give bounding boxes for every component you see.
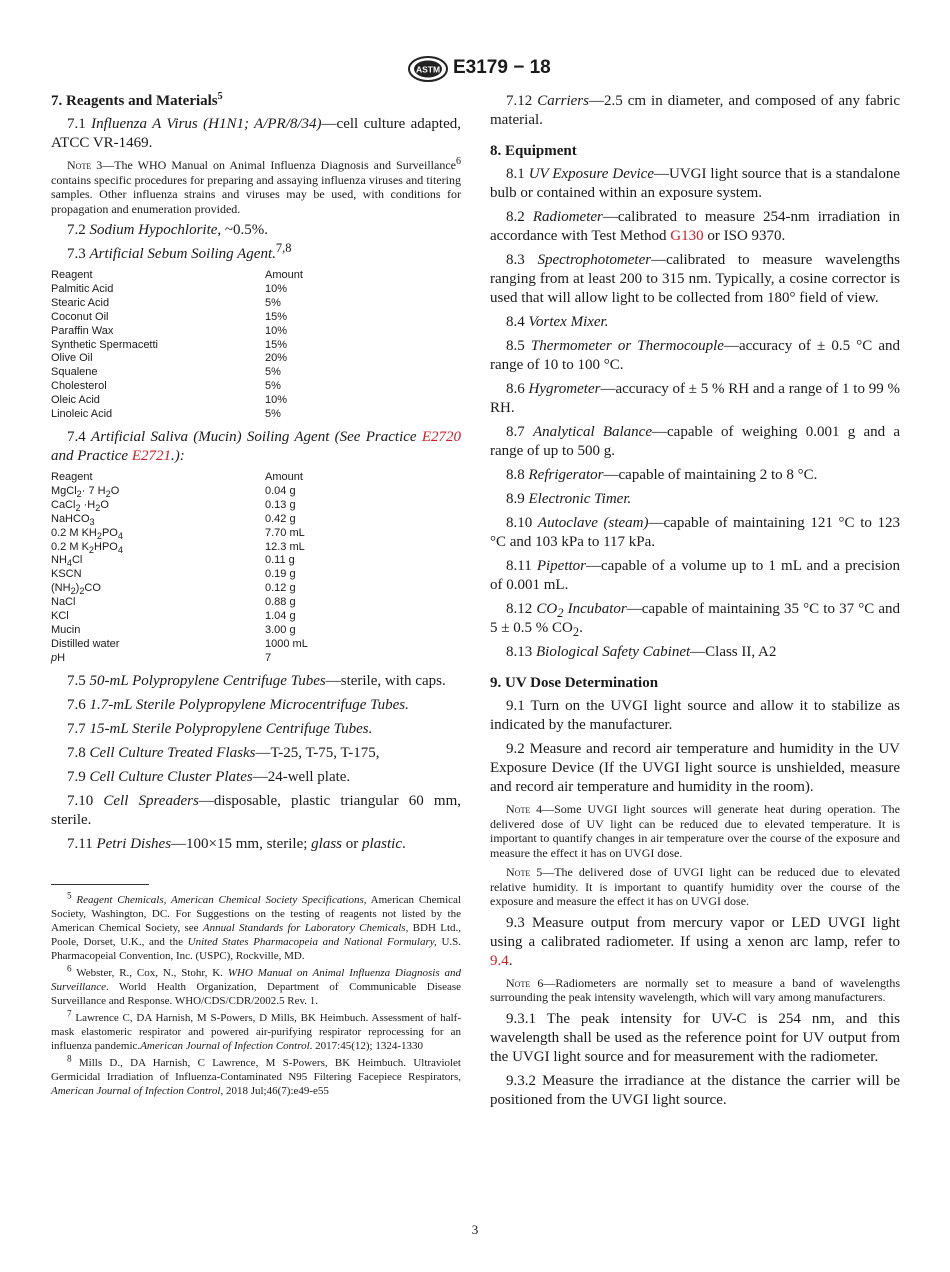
section-8-heading: 8. Equipment [490,143,577,159]
para-8-1: 8.1 UV Exposure Device—UVGI light source that is a standalone bulb or contained within an exposure system. [490,166,901,201]
document-designation: E3179 − 18 [453,57,551,78]
para-8-12: 8.12 $CO_2$ Incubator—capable of maintaining 35 °C to 37 °C and 5 ± 0.5 % $CO_2$. [490,601,900,639]
para-7-7: 7.7 15-mL Sterile Polypropylene Centrifuge Tubes. [67,720,373,737]
table-row: Paraffin Wax 10% [51,324,288,337]
saliva-table [51,471,308,666]
para-9-2: 9.2 Measure and record air temperature and humidity in the UV Exposure Device (If the UVGI light source is unshielded, measure and record air temperature and humidity in the room). [490,741,900,795]
table-header-row: Reagent Amount [51,470,303,483]
footnote-5: $^5$ Reagent Chemicals, American Chemical Society Specifications, American Chemical Society, Washington, DC. For Suggestions on the testing of reagents not listed by the American Chemical Society, see Annual Standards for Laboratory Chemicals, BDH Ltd., Poole, Dorset, U.K., and the United States Pharmacopeia and National Formulary, U.S. Pharmacopeial Convention, Inc. (USPC), Rockville, MD. [51,890,462,962]
sebum-table [51,269,303,422]
footnote-divider [51,884,149,885]
table-row: Palmitic Acid 10% [51,282,288,295]
link-e2720[interactable]: E2720 [421,428,462,445]
para-7-12: 7.12 Carriers—2.5 cm in diameter, and composed of any fabric material. [490,93,901,128]
para-9-3: 9.3 Measure output from mercury vapor or LED UVGI light using a calibrated radiometer. If using a xenon arc lamp, refer to 9.4. [490,914,900,969]
table-row: Stearic Acid 5% [51,296,281,309]
para-7-3: 7.3 Artificial Sebum Soiling Agent.$^{7,8}$ [67,241,292,262]
table-row: Olive Oil 20% [51,352,288,365]
page-header [0,56,950,86]
note-5: Note 5—The delivered dose of UVGI light can be reduced due to elevated relative humidity. It is important to quantify humidity over the course of the exposure and measure the effect it has on UVGI dose. [490,865,900,908]
table-row: Linoleic Acid 5% [51,408,281,421]
table-row: Oleic Acid 10% [51,394,288,407]
table-row: $(NH_2)_2CO$ 0.12 g [51,582,296,597]
table-row: $NH_4Cl$ 0.11 g [51,554,295,569]
footnote-7: $^7$ Lawrence C, DA Harnish, M S-Powers, D Mills, BK Heimbuch. Assessment of half-mask elastomeric respirator and powered air-purifying respirator reprocessing for an influenza pandemic.American Journal of Infection Control. 2017:45(12); 1324-1330 [51,1008,461,1052]
astm-logo-icon [408,56,448,82]
link-e2721[interactable]: E2721 [131,447,171,464]
para-7-5: 7.5 50-mL Polypropylene Centrifuge Tubes—sterile, with caps. [67,672,446,689]
para-8-13: 8.13 Biological Safety Cabinet—Class II, A2 [506,644,777,660]
para-8-9: 8.9 Electronic Timer. [506,491,632,507]
para-9-1: 9.1 Turn on the UVGI light source and allow it to stabilize as indicated by the manufacturer. [490,698,900,733]
section-7-heading: 7. Reagents and Materials$^5$ [51,91,223,109]
para-8-3: 8.3 Spectrophotometer—calibrated to measure wavelengths ranging from at least 200 to 315 nm. Typically, a cosine corrector is used that will allow light to be collected from 180° field of view. [490,252,901,306]
para-7-11: 7.11 Petri Dishes—100×15 mm, sterile; glass or plastic. [67,835,406,852]
para-8-8: 8.8 Refrigerator—capable of maintaining 2 to 8 °C. [506,467,818,483]
footnote-6: $^6$ Webster, R., Cox, N., Stohr, K. WHO Manual on Animal Influenza Diagnosis and Surveillance. World Health Organization, Department of Communicable Disease Surveillance and Response. WHO/CDS/CDR/2002.5 Rev. 1. [51,963,462,1007]
para-8-5: 8.5 Thermometer or Thermocouple—accuracy of ± 0.5 °C and range of 10 to 100 °C. [490,338,900,373]
para-8-6: 8.6 Hygrometer—accuracy of ± 5 % RH and a range of 1 to 99 % RH. [490,381,900,416]
table-row: KCl 1.04 g [51,610,296,623]
section-9-heading: 9. UV Dose Determination [490,675,659,691]
para-7-6: 7.6 1.7-mL Sterile Polypropylene Microcentrifuge Tubes. [67,696,409,713]
table-row: MgCl$_2$· 7 $H_2O$ 0.04 g [51,484,296,500]
table-row: CaCl$_2$ $\cdot H_2O$ 0.13 g [51,498,296,513]
table-row: NaCl 0.88 g [51,596,296,609]
table-row: NaHCO$_3$ 0.42 g [51,512,296,527]
logo-text: ASTM [415,64,441,75]
table-row: Cholesterol 5% [51,380,281,393]
para-8-7: 8.7 Analytical Balance—capable of weighing 0.001 g and a range of up to 500 g. [490,424,901,459]
table-row: KSCN 0.19 g [51,568,296,581]
table-row: Mucin 3.00 g [51,623,296,636]
para-7-10: 7.10 Cell Spreaders—disposable, plastic triangular 60 mm, sterile. [51,792,461,828]
para-8-2: 8.2 Radiometer—calibrated to measure 254-nm irradiation in accordance with Test Method G130 or ISO 9370. [490,209,901,244]
para-9-3-1: 9.3.1 The peak intensity for UV-C is 254 nm, and this wavelength shall be used as the reference point for UV output from the UVGI light source and for measurement with the radiometer. [490,1010,900,1065]
table-row: pH 7 [51,651,272,664]
para-7-1: 7.1 Influenza A Virus (H1N1; A/PR/8/34)—cell culture adapted, ATCC VR-1469. [51,116,461,151]
note-6: Note 6—Radiometers are normally set to measure a band of wavelengths surrounding the peak intensity wavelength, which will vary among manufacturers. [490,975,900,1004]
para-8-11: 8.11 Pipettor—capable of a volume up to 1 mL and a precision of 0.001 mL. [490,558,901,593]
para-7-4: 7.4 Artificial Saliva (Mucin) Soiling Agent (See Practice E2720 and Practice E2721.): [51,428,462,464]
page-number: 3 [471,1222,479,1237]
table-row: Coconut Oil 15% [51,310,288,323]
table-row: 0.2 M $K_2HPO_4$ 12.3 mL [51,540,305,555]
table-row: Squalene 5% [51,366,281,379]
left-column [51,92,461,1101]
table-row: 0.2 M $KH_2PO_4$ 7.70 mL [51,526,305,541]
para-8-4: 8.4 Vortex Mixer. [506,314,609,330]
para-8-10: 8.10 Autoclave (steam)—capable of maintaining 121 °C to 123 °C and 103 kPa to 117 kPa. [490,515,900,550]
table-header-row: Reagent Amount [51,269,303,281]
para-9-3-2: 9.3.2 Measure the irradiance at the distance the carrier will be positioned from the UVGI light source. [490,1072,900,1108]
right-column [490,92,900,1115]
footnote-8: $^8$ Mills D., DA Harnish, C Lawrence, M S-Powers, BK Heimbuch. Ultraviolet Germicidal Irradiation of Influenza-Contaminated N95 Filtering Facepiece Respirators, American Journal of Infection Control, 2018 Jul;46(7):e49-e55 [51,1053,461,1097]
note-3: Note 3—The WHO Manual on Animal Influenza Diagnosis and Surveillance$^6$ contains specific procedures for preparing and assaying influenza viruses and titering samples. Other influenza strains and viruses may be used, with conditions for propagation and enumeration provided. [51,156,461,216]
para-7-8: 7.8 Cell Culture Treated Flasks—T-25, T-75, T-175, [67,744,380,761]
table-row: Synthetic Spermacetti 15% [51,338,288,351]
para-7-2: 7.2 Sodium Hypochlorite, ~0.5%. [67,222,269,238]
table-row: Distilled water 1000 mL [51,637,308,650]
para-7-9: 7.9 Cell Culture Cluster Plates—24-well plate. [67,768,351,785]
link-9-4[interactable]: 9.4 [490,952,509,969]
note-4: Note 4—Some UVGI light sources will generate heat during operation. The delivered dose of UV light can be reduced due to elevated temperature. It is important to quantify changes in air temperature over the course of the exposure and measure the effect it has on UVGI dose. [490,802,900,860]
link-g130[interactable]: G130 [670,228,704,244]
